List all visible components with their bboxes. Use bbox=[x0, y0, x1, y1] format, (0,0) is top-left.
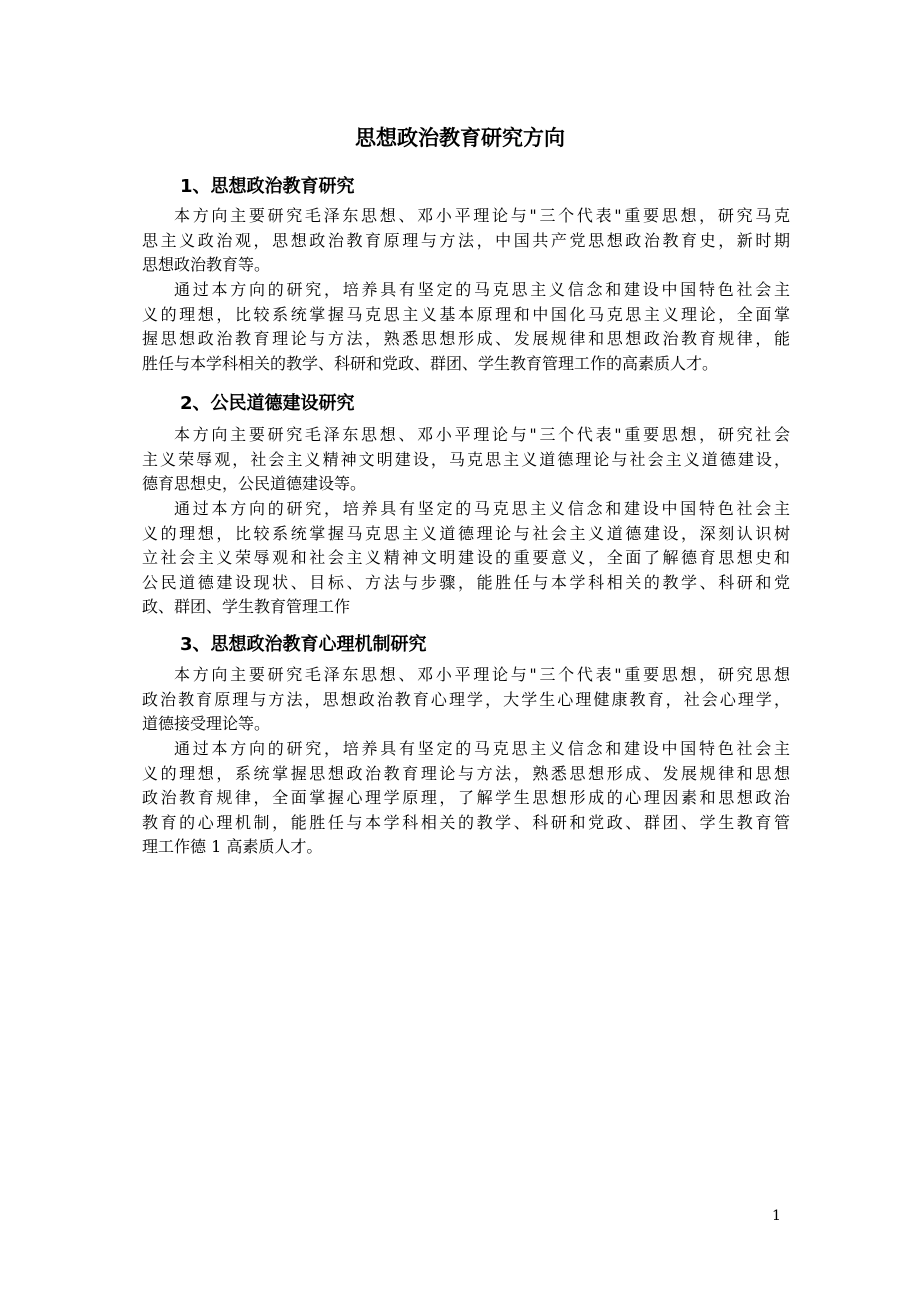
paragraph-line: 政治教育原理与方法，思想政治教育心理学，大学生心理健康教育，社会心理学， bbox=[142, 689, 790, 709]
paragraph-line: 思想政治教育等。 bbox=[142, 255, 271, 274]
paragraph-line: 通过本方向的研究，培养具有坚定的马克思主义信念和建设中国特色社会主 bbox=[174, 739, 790, 758]
paragraph-line: 义的理想，比较系统掌握马克思主义道德理论与社会主义道德建设，深刻认识树 bbox=[142, 523, 790, 543]
paragraph-line: 德育思想史，公民道德建设等。 bbox=[142, 474, 367, 493]
paragraph-line: 义的理想，系统掌握思想政治教育理论与方法，熟悉思想形成、发展规律和思想 bbox=[142, 763, 790, 783]
paragraph-line: 公民道德建设现状、目标、方法与步骤，能胜任与本学科相关的教学、科研和党 bbox=[142, 572, 790, 592]
page-number: 1 bbox=[772, 1208, 781, 1224]
paragraph bbox=[142, 278, 790, 376]
section-heading: 1、思想政治教育研究 bbox=[180, 176, 355, 197]
paragraph bbox=[142, 204, 790, 278]
paragraph-line: 握思想政治教育理论与方法，熟悉思想形成、发展规律和思想政治教育规律，能 bbox=[142, 329, 790, 348]
paragraph-line: 胜任与本学科相关的教学、科研和党政、群团、学生教育管理工作的高素质人才。 bbox=[142, 353, 719, 373]
paragraph-line: 政、群团、学生教育管理工作 bbox=[142, 597, 351, 616]
section-heading: 2、公民道德建设研究 bbox=[180, 393, 355, 414]
page-title: 思想政治教育研究方向 bbox=[355, 126, 565, 150]
paragraph-line: 教育的心理机制，能胜任与本学科相关的教学、科研和党政、群团、学生教育管 bbox=[142, 812, 790, 832]
paragraph-line: 理工作德 1 高素质人才。 bbox=[142, 837, 323, 856]
paragraph-line: 本方向主要研究毛泽东思想、邓小平理论与"三个代表"重要思想，研究马克 bbox=[174, 206, 790, 225]
paragraph-line: 义的理想，比较系统掌握马克思主义基本原理和中国化马克思主义理论，全面掌 bbox=[142, 304, 790, 324]
paragraph bbox=[142, 663, 790, 737]
paragraph bbox=[142, 423, 790, 497]
paragraph-line: 思主义政治观，思想政治教育原理与方法，中国共产党思想政治教育史，新时期 bbox=[142, 230, 790, 250]
section-heading: 3、思想政治教育心理机制研究 bbox=[180, 634, 427, 655]
paragraph-line: 政治教育规律，全面掌握心理学原理，了解学生思想形成的心理因素和思想政治 bbox=[142, 788, 790, 807]
paragraph-line: 道德接受理论等。 bbox=[142, 714, 271, 733]
paragraph bbox=[142, 737, 790, 860]
paragraph-line: 立社会主义荣辱观和社会主义精神文明建设的重要意义，全面了解德育思想史和 bbox=[142, 548, 790, 567]
paragraph-line: 通过本方向的研究，培养具有坚定的马克思主义信念和建设中国特色社会主 bbox=[174, 280, 790, 299]
paragraph bbox=[142, 497, 790, 620]
paragraph-line: 本方向主要研究毛泽东思想、邓小平理论与"三个代表"重要思想，研究社会 bbox=[174, 425, 790, 444]
paragraph-line: 本方向主要研究毛泽东思想、邓小平理论与"三个代表"重要思想，研究思想 bbox=[174, 665, 790, 684]
paragraph-line: 通过本方向的研究，培养具有坚定的马克思主义信念和建设中国特色社会主 bbox=[174, 499, 790, 518]
paragraph-line: 主义荣辱观，社会主义精神文明建设，马克思主义道德理论与社会主义道德建设， bbox=[142, 449, 790, 469]
